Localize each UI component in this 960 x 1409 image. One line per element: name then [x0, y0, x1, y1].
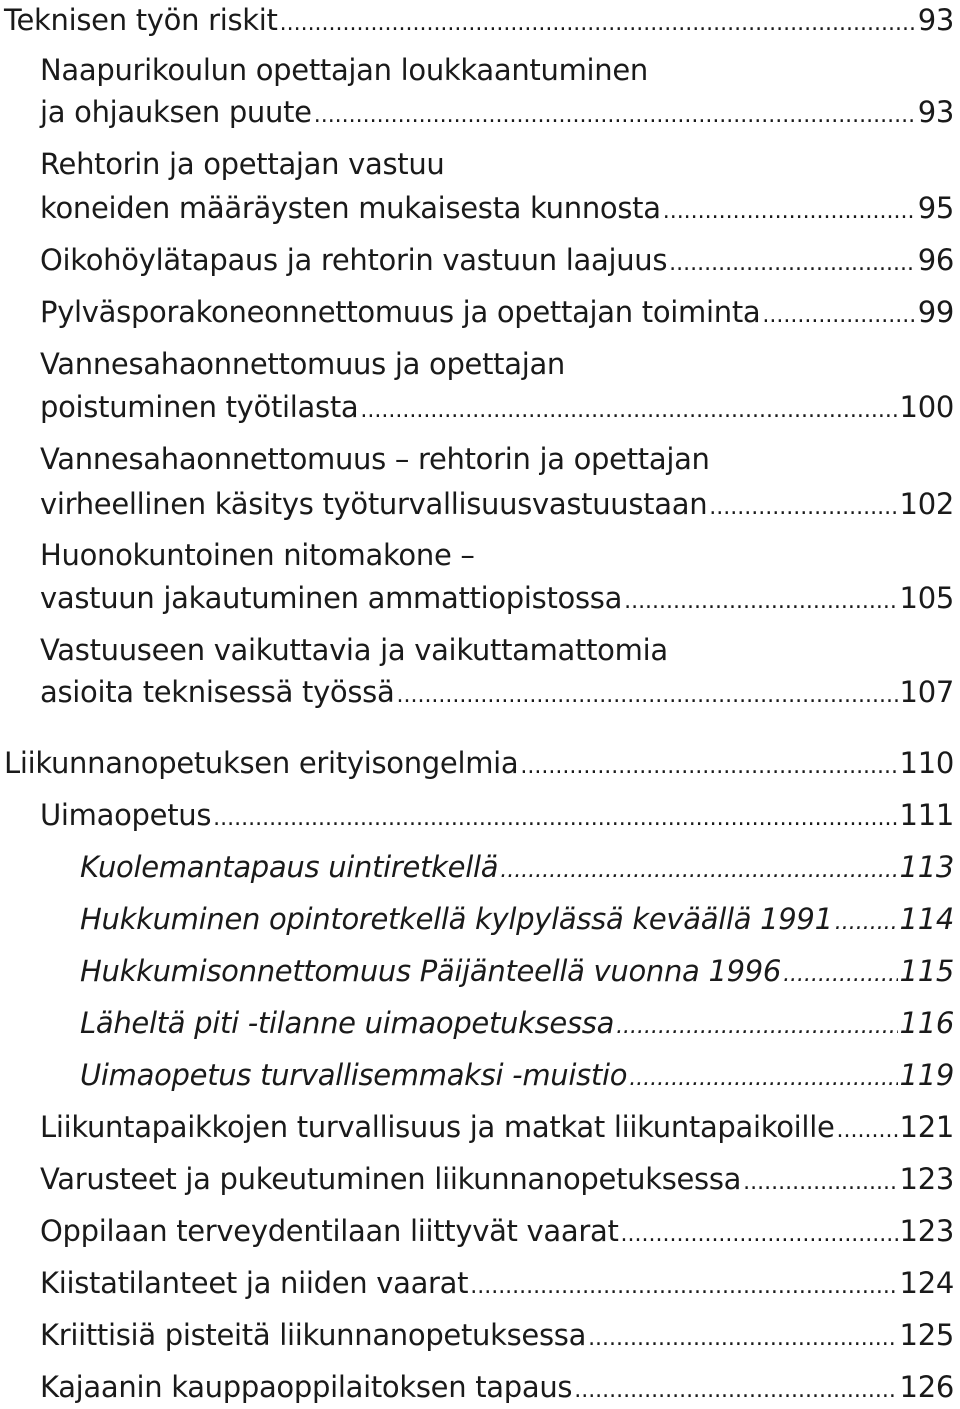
toc-entry-title: Varusteet ja pukeutuminen liikunnanopetuksessa	[40, 1162, 742, 1196]
dot-leader	[621, 1217, 898, 1253]
dot-leader	[616, 1009, 897, 1045]
toc-page-number: 100	[899, 390, 954, 424]
toc-entry	[40, 1317, 954, 1353]
toc-entry-title: Vannesahaonnettomuus – rehtorin ja opettajan	[40, 442, 710, 476]
toc-entry-title: virheellinen käsitys työturvallisuusvastuustaan	[40, 487, 708, 521]
toc-entry-title: vastuun jakautuminen ammattiopistossa	[40, 581, 623, 615]
toc-entry	[40, 190, 954, 226]
toc-page-number: 105	[899, 581, 954, 615]
toc-page-number: 114	[899, 902, 954, 936]
toc-entry	[40, 580, 954, 616]
toc-page-number: 95	[917, 191, 954, 225]
toc-entry-line	[40, 632, 954, 668]
toc-page-number: 119	[899, 1058, 954, 1092]
toc-entry-title: Kuolemantapaus uintiretkellä	[80, 850, 499, 884]
toc-entry-title: Kiistatilanteet ja niiden vaarat	[40, 1266, 469, 1300]
toc-entry	[4, 2, 954, 38]
toc-entry-title: Rehtorin ja opettajan vastuu	[40, 147, 445, 181]
toc-entry-title: koneiden määräysten mukaisesta kunnosta	[40, 191, 661, 225]
toc-entry	[40, 389, 954, 425]
dot-leader	[743, 1165, 897, 1201]
dot-leader	[588, 1321, 897, 1357]
toc-page-number: 102	[899, 487, 954, 521]
dot-leader	[669, 246, 916, 282]
toc-entry-line	[40, 52, 954, 88]
toc-entry	[4, 745, 954, 781]
toc-page-number: 96	[917, 243, 954, 277]
toc-entry-title: ja ohjauksen puute	[40, 95, 312, 129]
toc-entry-line	[40, 346, 954, 382]
toc-entry	[40, 1109, 954, 1145]
toc-entry-line	[40, 441, 954, 477]
toc-entry-title: Vannesahaonnettomuus ja opettajan	[40, 347, 566, 381]
toc-page-number: 124	[899, 1266, 954, 1300]
toc-entry-title: Kriittisiä pisteitä liikunnanopetuksessa	[40, 1318, 587, 1352]
toc-entry	[40, 486, 954, 522]
toc-entry-title: Oikohöylätapaus ja rehtorin vastuun laajuus	[40, 243, 668, 277]
toc-entry	[40, 797, 954, 833]
toc-entry-title: Liikuntapaikkojen turvallisuus ja matkat liikuntapaikoille	[40, 1110, 835, 1144]
dot-leader	[835, 905, 898, 941]
toc-entry	[40, 294, 954, 330]
toc-entry-title: Pylväsporakoneonnettomuus ja opettajan toiminta	[40, 295, 761, 329]
dot-leader	[470, 1269, 897, 1305]
toc-entry	[80, 849, 954, 885]
toc-entry	[40, 242, 954, 278]
toc-page-number: 115	[899, 954, 954, 988]
dot-leader	[762, 298, 915, 334]
toc-page-number: 111	[899, 798, 954, 832]
toc-entry	[80, 953, 954, 989]
toc-entry	[40, 1369, 954, 1405]
toc-entry-title: Hukkumisonnettomuus Päijänteellä vuonna 1996	[80, 954, 782, 988]
toc-entry	[40, 1265, 954, 1301]
dot-leader	[314, 98, 916, 134]
toc-page-number: 123	[899, 1214, 954, 1248]
toc-entry	[40, 674, 954, 710]
dot-leader	[574, 1373, 897, 1409]
toc-entry	[80, 1057, 954, 1093]
dot-leader	[629, 1061, 897, 1097]
dot-leader	[624, 584, 897, 620]
toc-entry-title: Uimaopetus turvallisemmaksi -muistio	[80, 1058, 628, 1092]
toc-entry	[80, 901, 954, 937]
toc-page-number: 116	[899, 1006, 954, 1040]
toc-page-number: 99	[917, 295, 954, 329]
toc-entry-title: poistuminen työtilasta	[40, 390, 359, 424]
toc-page-number: 110	[899, 746, 954, 780]
toc-entry-line	[40, 146, 954, 182]
toc-page-number: 121	[899, 1110, 954, 1144]
dot-leader	[520, 749, 897, 785]
dot-leader	[280, 6, 916, 42]
dot-leader	[500, 853, 897, 889]
dot-leader	[663, 194, 916, 230]
toc-entry-title: Liikunnanopetuksen erityisongelmia	[4, 746, 519, 780]
toc-entry-title: Naapurikoulun opettajan loukkaantuminen	[40, 53, 648, 87]
toc-page-number: 126	[899, 1370, 954, 1404]
toc-entry-title: Teknisen työn riskit	[4, 3, 278, 37]
toc-page-number: 93	[917, 95, 954, 129]
toc-entry-title: Kajaanin kauppaoppilaitoksen tapaus	[40, 1370, 573, 1404]
toc-entry-title: Uimaopetus	[40, 798, 212, 832]
toc-page-number: 125	[899, 1318, 954, 1352]
dot-leader	[360, 393, 897, 429]
toc-entry-title: Huonokuntoinen nitomakone –	[40, 538, 475, 572]
toc-entry	[80, 1005, 954, 1041]
toc-page-number: 113	[899, 850, 954, 884]
toc-entry-title: asioita teknisessä työssä	[40, 675, 395, 709]
toc-page-number: 93	[917, 3, 954, 37]
toc-entry-title: Hukkuminen opintoretkellä kylpylässä keväällä 1991	[80, 902, 833, 936]
toc-entry-title: Läheltä piti -tilanne uimaopetuksessa	[80, 1006, 615, 1040]
dot-leader	[783, 957, 897, 993]
toc-entry-title: Oppilaan terveydentilaan liittyvät vaarat	[40, 1214, 619, 1248]
toc-entry-line	[40, 537, 954, 573]
dot-leader	[213, 801, 897, 837]
toc-entry	[40, 1161, 954, 1197]
dot-leader	[837, 1113, 898, 1149]
toc-page-number: 107	[899, 675, 954, 709]
toc-entry-title: Vastuuseen vaikuttavia ja vaikuttamattomia	[40, 633, 668, 667]
toc-entry	[40, 1213, 954, 1249]
toc-page-number: 123	[899, 1162, 954, 1196]
toc-entry	[40, 94, 954, 130]
dot-leader	[709, 490, 897, 526]
dot-leader	[396, 678, 897, 714]
